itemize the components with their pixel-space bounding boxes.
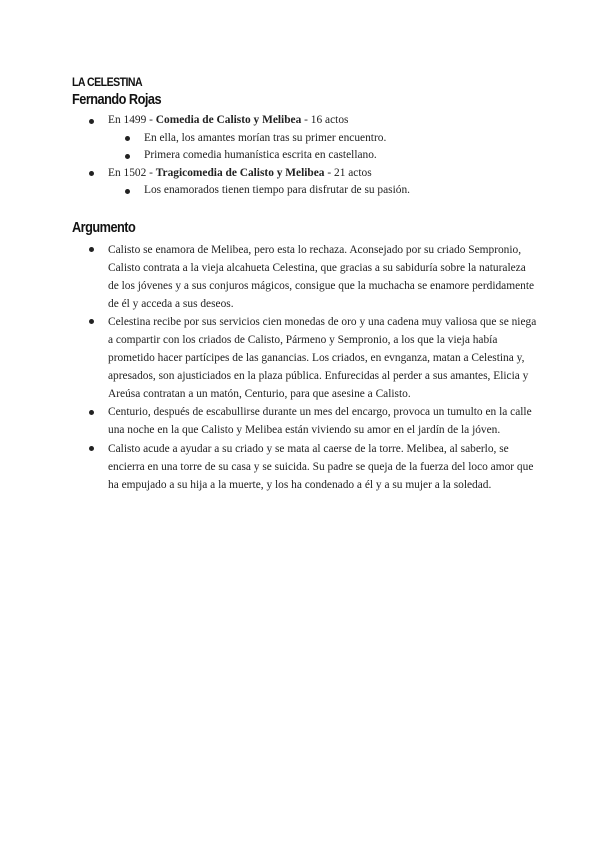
argument-text: Calisto se enamora de Melibea, pero esta lo rechaza. Aconsejado por su criado Sempronio, Calisto contrata a la vieja alcahueta Celestina, que gracias a su sabiduría sobre la naturaleza de los jóvenes y a sus conjuros mágicos, consigue que la muchacha se enamore perdidamente de él y acceda a sus deseos. xyxy=(108,243,535,310)
work-prefix: En 1502 - xyxy=(108,166,156,179)
work-item xyxy=(72,112,538,165)
work-name: Tragicomedia de Calisto y Melibea xyxy=(155,166,325,179)
author-heading: Fernando Rojas xyxy=(72,92,162,108)
work-prefix: En 1499 - xyxy=(108,114,156,126)
work-notes xyxy=(108,182,538,200)
argument-text: Centurio, después de escabullirse durante un mes del encargo, provoca un tumulto en la calle una noche en la que Calisto y Melibea están viviendo su amor en el jardín de la jóven. xyxy=(108,406,532,437)
work-note xyxy=(108,147,538,165)
bullet-icon xyxy=(89,171,94,176)
work-notes xyxy=(108,130,538,165)
work-note-text: Primera comedia humanística escrita en castellano. xyxy=(144,149,377,161)
bullet-icon xyxy=(89,119,94,124)
argument-list xyxy=(72,241,538,494)
argument-heading: Argumento xyxy=(72,219,136,236)
argument-text: Calisto acude a ayudar a su criado y se mata al caerse de la torre. Melibea, al saberlo, se encierra en una torre de su casa y se suicida. Su padre se queja de la fuerza del loco amor que ha empujado a su hija a la muerte, y los ha condenado a él y a su mujer a la soledad. xyxy=(108,442,534,491)
work-note-text: En ella, los amantes morían tras su primer encuentro. xyxy=(144,131,387,144)
work-item xyxy=(72,165,538,200)
work-suffix: - 16 actos xyxy=(301,114,349,126)
work-suffix: - 21 actos xyxy=(324,166,372,179)
bullet-icon xyxy=(89,247,94,252)
bullet-icon xyxy=(89,319,94,324)
bullet-icon xyxy=(125,136,130,141)
argument-paragraph xyxy=(72,313,538,403)
document-body xyxy=(72,74,538,494)
argument-text: Celestina recibe por sus servicios cien monedas de oro y una cadena muy valiosa que se niega a compartir con los criados de Calisto, Pármeno y Sempronio, a los que la vieja había prometido hacer partícipes de las ganancias. Los criados, en evnganza, matan a Celestina y, apresados, son ajusticiados en la plaza pública. Enfurecidas al perder a sus amantes, Elicia y Areúsa contratan a un matón, Centurio, para que asesine a Calisto. xyxy=(108,315,537,401)
argument-paragraph xyxy=(72,403,538,439)
bullet-icon xyxy=(89,410,94,415)
document-title: LA CELESTINA xyxy=(72,75,143,89)
bullet-icon xyxy=(89,446,94,451)
work-note-text: Los enamorados tienen tiempo para disfrutar de su pasión. xyxy=(144,184,411,196)
work-note xyxy=(108,182,538,200)
argument-paragraph xyxy=(72,241,538,313)
bullet-icon xyxy=(125,154,130,159)
work-name: Comedia de Calisto y Melibea xyxy=(155,114,302,126)
works-list xyxy=(72,112,538,200)
argument-paragraph xyxy=(72,440,538,494)
work-note xyxy=(108,130,538,148)
bullet-icon xyxy=(125,189,130,194)
